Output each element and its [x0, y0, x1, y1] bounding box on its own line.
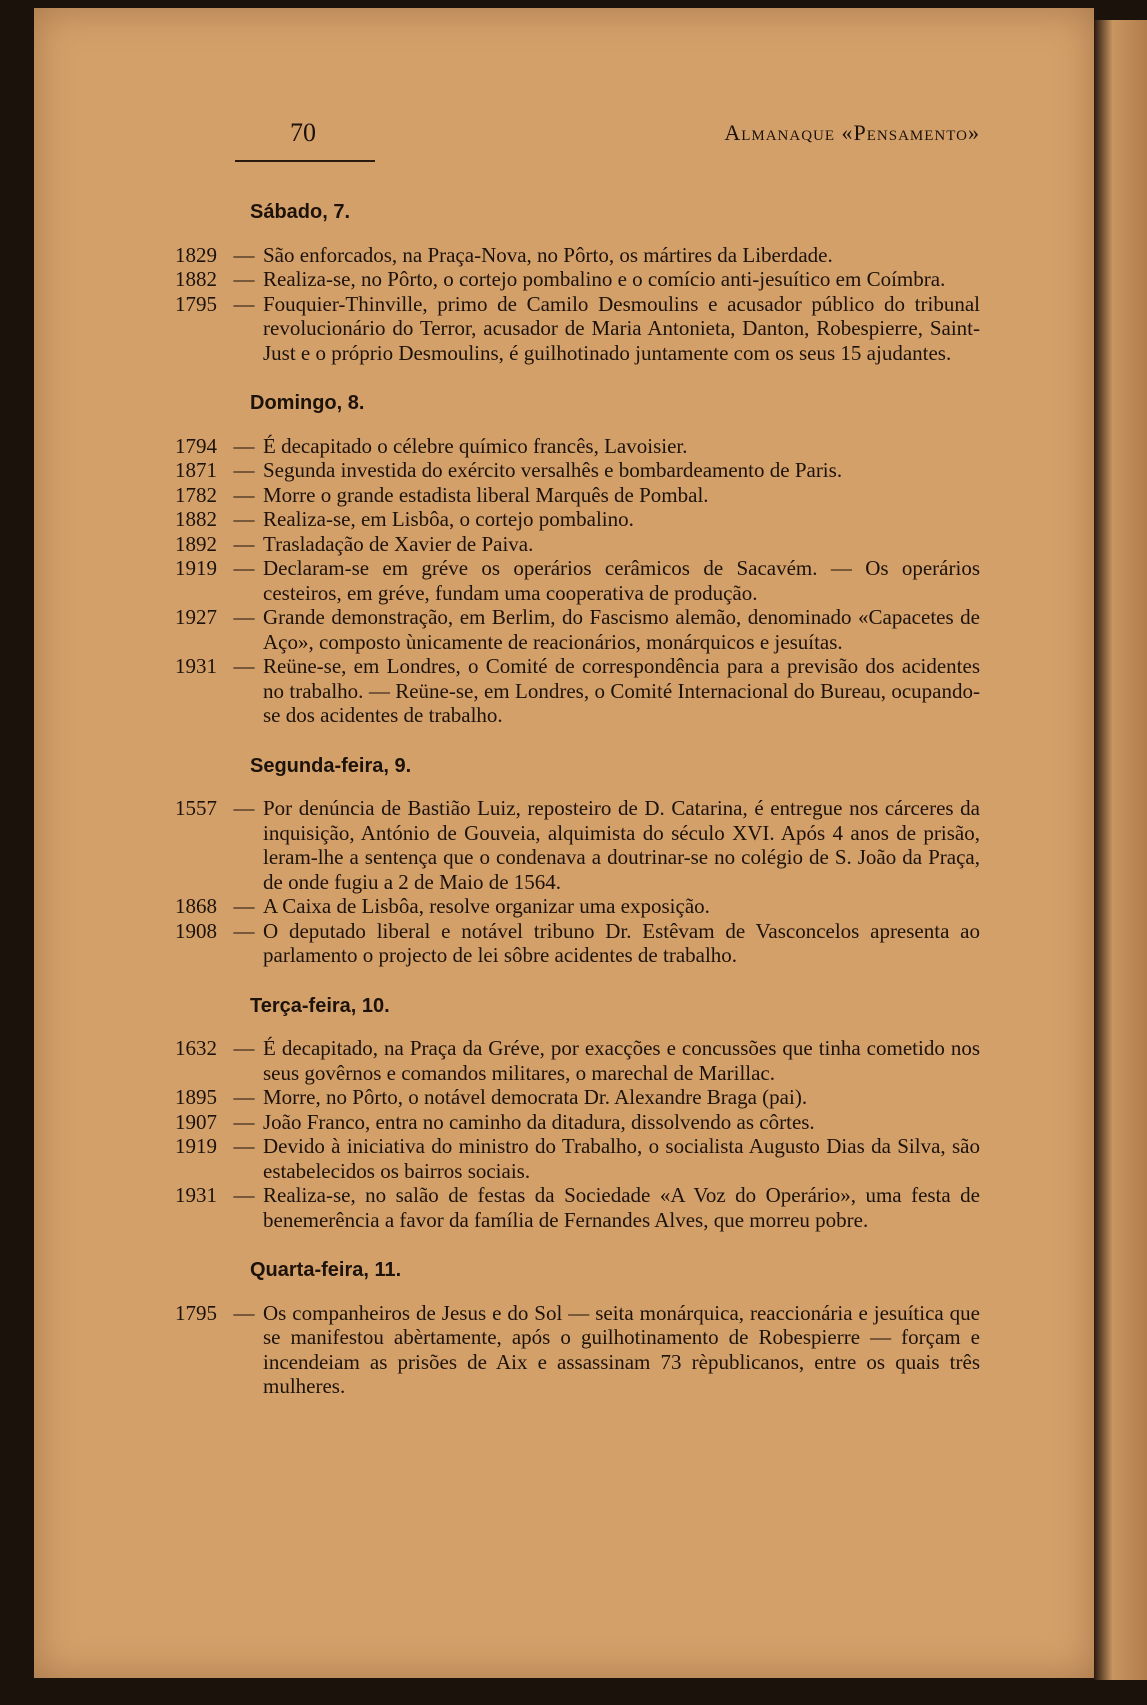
chronology-entry	[175, 605, 980, 654]
day-heading: Terça-feira, 10.	[250, 994, 390, 1017]
day-heading: Sábado, 7.	[250, 201, 351, 223]
day-heading: Quarta-feira, 11.	[250, 1259, 402, 1281]
entry-text: Os companheiros de Jesus e do Sol — seita monárquica, reaccionária e jesuítica que se manifestou abèrtamente, após o guilhotinamento de Robespierre — forçam e incendeiam as prisões de Aix e assassinam 73 rèpublicanos, entre os quais três mulheres.	[263, 1300, 980, 1398]
book-spine	[1094, 20, 1147, 1680]
running-title: Almanaque «Pensamento»	[724, 120, 980, 145]
header-rule	[235, 160, 375, 162]
entry-text: Morre, no Pôrto, o notável democrata Dr. Alexandre Braga (pai).	[263, 1085, 808, 1109]
chronology-entry	[175, 458, 980, 483]
entry-year: 1632	[175, 1036, 217, 1060]
entry-text: É decapitado o célebre químico francês, Lavoisier.	[263, 433, 688, 458]
chronology-entry	[175, 1036, 980, 1085]
day-section	[175, 200, 980, 365]
chronology-entry	[175, 267, 980, 292]
entry-dash: —	[233, 1109, 255, 1134]
chronology-entry	[175, 507, 980, 532]
day-section	[175, 754, 980, 968]
entry-year: 1919	[175, 556, 217, 580]
entry-year: 1931	[175, 654, 217, 678]
entry-year: 1868	[175, 894, 217, 918]
entry-text: Fouquier-Thinville, primo de Camilo Desmoulins e acusador público do tribunal revolucionário do Terror, acusador de Maria Antonieta, Danton, Robespierre, Saint-Just e o próprio Desmoulins, é guilhotinado juntamente com os seus 15 ajudantes.	[263, 291, 980, 365]
chronology-entry	[175, 532, 980, 557]
entry-dash: —	[233, 267, 255, 291]
entry-year: 1895	[175, 1085, 217, 1109]
entry-dash: —	[233, 1134, 255, 1158]
chronology-entry	[175, 292, 980, 366]
entry-year: 1871	[175, 458, 217, 482]
entry-dash: —	[233, 1300, 255, 1325]
entry-text: Grande demonstração, em Berlim, do Fascismo alemão, denominado «Capacetes de Aço», composto ùnicamente de reacionários, monárquicos e jesuítas.	[263, 605, 980, 654]
day-section	[175, 391, 980, 728]
entry-text: Reüne-se, em Londres, o Comité de correspondência para a previsão dos acidentes no trabalho. — Reüne-se, em Londres, o Comité Internacional do Bureau, ocupando-se dos acidentes de trabalho.	[263, 654, 980, 727]
day-heading: Domingo, 8.	[250, 392, 365, 414]
day-section	[175, 994, 980, 1233]
chronology-entry	[175, 1110, 980, 1135]
entry-text: João Franco, entra no caminho da ditadura, dissolvendo as côrtes.	[263, 1109, 815, 1134]
entry-text: Morre o grande estadista liberal Marquês de Pombal.	[263, 482, 709, 507]
entry-dash: —	[233, 1036, 255, 1060]
entry-year: 1795	[175, 1300, 217, 1325]
day-section	[175, 1258, 980, 1399]
entry-year: 1907	[175, 1109, 217, 1134]
almanac-content	[175, 200, 980, 1425]
entry-dash: —	[233, 507, 255, 531]
entry-year: 1931	[175, 1183, 217, 1207]
entry-year: 1829	[175, 242, 217, 267]
chronology-entry	[175, 434, 980, 459]
entry-dash: —	[233, 605, 255, 629]
entry-dash: —	[233, 1085, 255, 1109]
entry-year: 1927	[175, 605, 217, 629]
chronology-entry	[175, 1134, 980, 1183]
entry-text: Por denúncia de Bastião Luiz, reposteiro de D. Catarina, é entregue nos cárceres da inquisição, António de Gouveia, alquimista do século XVI. Após 4 anos de prisão, leram-lhe a sentença que o condenava a doutrinar-se no colégio de S. João da Praça, de onde fugiu a 2 de Maio de 1564.	[263, 796, 980, 894]
entry-text: Realiza-se, no Pôrto, o cortejo pombalino e o comício anti-jesuítico em Coímbra.	[263, 267, 946, 291]
page-header	[250, 118, 980, 152]
page-number: 70	[290, 118, 316, 147]
day-heading: Segunda-feira, 9.	[250, 754, 412, 777]
entry-dash: —	[233, 654, 255, 678]
entry-year: 1794	[175, 433, 217, 458]
entry-year: 1557	[175, 796, 217, 820]
entry-dash: —	[233, 458, 255, 482]
entry-text: Devido à iniciativa do ministro do Trabalho, o socialista Augusto Dias da Silva, são estabelecidos os bairros sociais.	[263, 1134, 980, 1183]
entry-dash: —	[233, 433, 255, 458]
entry-year: 1882	[175, 507, 217, 531]
entry-year: 1882	[175, 267, 217, 291]
chronology-entry	[175, 654, 980, 728]
chronology-entry	[175, 919, 980, 968]
entry-dash: —	[233, 242, 255, 267]
entry-dash: —	[233, 918, 255, 943]
entry-year: 1908	[175, 918, 217, 943]
chronology-entry	[175, 483, 980, 508]
chronology-entry	[175, 243, 980, 268]
entry-text: Segunda investida do exército versalhês e bombardeamento de Paris.	[263, 458, 843, 482]
chronology-entry	[175, 1183, 980, 1232]
chronology-entry	[175, 556, 980, 605]
entry-text: São enforcados, na Praça-Nova, no Pôrto, os mártires da Liberdade.	[263, 242, 833, 267]
entry-dash: —	[233, 1183, 255, 1207]
chronology-entry	[175, 1301, 980, 1399]
entry-text: Realiza-se, no salão de festas da Sociedade «A Voz do Operário», uma festa de benemerência a favor da família de Fernandes Alves, que morreu pobre.	[263, 1183, 980, 1232]
entry-dash: —	[233, 796, 255, 820]
entry-text: Trasladação de Xavier de Paiva.	[263, 531, 534, 556]
chronology-entry	[175, 1085, 980, 1110]
entry-text: O deputado liberal e notável tribuno Dr. Estêvam de Vasconcelos apresenta ao parlamento o projecto de lei sôbre acidentes de trabalho.	[263, 918, 980, 967]
entry-dash: —	[233, 291, 255, 316]
chronology-entry	[175, 894, 980, 919]
entry-year: 1782	[175, 482, 217, 507]
chronology-entry	[175, 796, 980, 894]
entry-dash: —	[233, 531, 255, 556]
entry-dash: —	[233, 894, 255, 918]
entry-year: 1919	[175, 1134, 217, 1158]
entry-year: 1892	[175, 531, 217, 556]
entry-text: Declaram-se em gréve os operários cerâmicos de Sacavém. — Os operários cesteiros, em gréve, fundam uma cooperativa de produção.	[263, 556, 980, 605]
entry-text: É decapitado, na Praça da Gréve, por exacções e concussões que tinha cometido nos seus govêrnos e comandos militares, o marechal de Marillac.	[263, 1036, 980, 1085]
entry-dash: —	[233, 556, 255, 580]
entry-dash: —	[233, 482, 255, 507]
entry-year: 1795	[175, 291, 217, 316]
entry-text: Realiza-se, em Lisbôa, o cortejo pombalino.	[263, 507, 634, 531]
entry-text: A Caixa de Lisbôa, resolve organizar uma exposição.	[263, 894, 710, 918]
